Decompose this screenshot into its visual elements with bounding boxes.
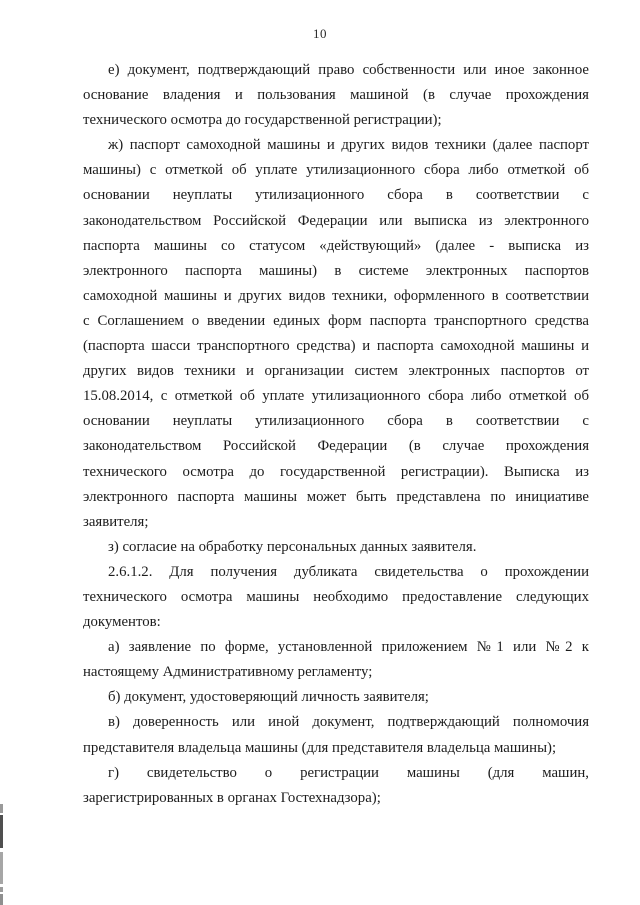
scan-artifact-mark: [0, 852, 3, 884]
text-line: паспорта машины со статусом «действующий» (далее - выписка из: [83, 237, 589, 254]
text-line: технического осмотра до государственной регистрации). Выписка из: [83, 463, 589, 480]
text-block: [83, 58, 589, 811]
text-line: законодательством Российской Федерации или выписка из электронного: [83, 212, 589, 229]
text-line: технического осмотра до государственной регистрации);: [83, 112, 442, 129]
text-line: ж) паспорт самоходной машины и других видов техники (далее паспорт: [108, 137, 589, 154]
page-number: 10: [313, 26, 327, 41]
text-line: а) заявление по форме, установленной приложением №1 или №2 к: [108, 639, 589, 656]
text-line: (паспорта шасси транспортного средства) и паспорта самоходной машины и: [83, 338, 589, 355]
text-line: в) доверенность или иной документ, подтверждающий полномочия: [108, 714, 589, 731]
text-line: машины) с отметкой об уплате утилизационного сбора либо отметкой об: [83, 162, 589, 179]
text-line: электронного паспорта машины может быть представлена по инициативе: [83, 488, 589, 505]
text-line: основании неуплаты утилизационного сбора в соответствии с: [83, 413, 589, 430]
scan-artifact-mark: [0, 815, 3, 848]
text-line: представителя владельца машины (для представителя владельца машины);: [83, 739, 557, 756]
text-line: 15.08.2014, с отметкой об уплате утилизационного сбора либо отметкой об: [83, 388, 589, 405]
text-line: основании неуплаты утилизационного сбора в соответствии с: [83, 187, 589, 204]
text-line: 2.6.1.2. Для получения дубликата свидетельства о прохождении: [108, 563, 589, 580]
scan-artifact-mark: [0, 894, 3, 905]
text-line: основание владения и пользования машиной (в случае прохождения: [83, 87, 589, 104]
text-line: документов:: [83, 614, 161, 631]
text-line: з) согласие на обработку персональных данных заявителя.: [108, 538, 477, 555]
text-line: е) документ, подтверждающий право собственности или иное законное: [108, 62, 589, 78]
text-line: электронного паспорта машины) в системе электронных паспортов: [83, 262, 589, 279]
text-line: б) документ, удостоверяющий личность заявителя;: [108, 689, 429, 706]
text-line: других видов техники и организации систем электронных паспортов от: [83, 363, 589, 380]
scan-artifact-mark: [0, 804, 3, 813]
text-line: технического осмотра машины необходимо предоставление следующих: [83, 588, 589, 605]
text-line: зарегистрированных в органах Гостехнадзора);: [83, 789, 381, 806]
scan-artifact-mark: [0, 887, 3, 892]
text-line: заявителя;: [83, 513, 149, 530]
text-line: г) свидетельство о регистрации машины (для машин,: [108, 764, 589, 781]
text-line: самоходной машины и других видов техники, оформленного в соответствии: [83, 287, 589, 304]
text-line: настоящему Административному регламенту;: [83, 664, 373, 681]
text-line: с Соглашением о введении единых форм паспорта транспортного средства: [83, 312, 589, 329]
text-line: законодательством Российской Федерации (в случае прохождения: [83, 438, 589, 455]
